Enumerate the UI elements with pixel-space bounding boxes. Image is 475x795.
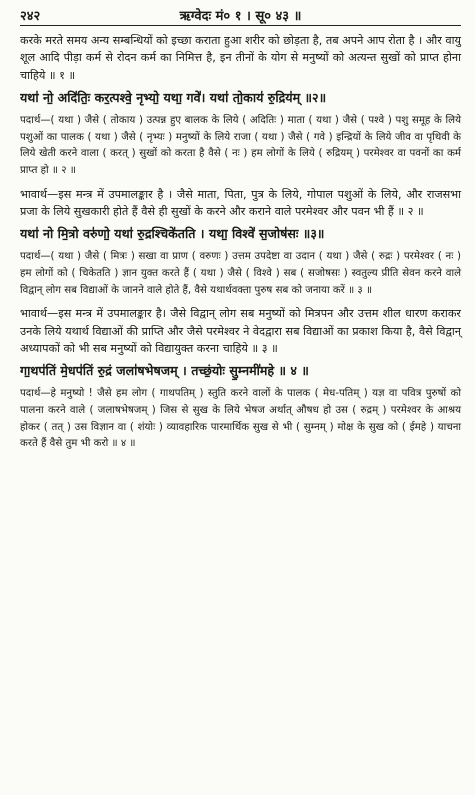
bhavartha-verse-2: भावार्थ—इस मन्त्र में उपमालङ्कार है । जैसे माता, पिता, पुत्र के लिये, गोपाल पशुओं के लिये, और राजसभा प्रजा के लिये सुखकारी होते हैं वैसे ही सुखों के करने और कराने वाले परमेश्वर और पवन भी हैं ॥ २ ॥ xyxy=(20,187,461,218)
running-title: ऋग्वेदः मं० १ । सू० ४३ ॥ xyxy=(179,9,302,24)
padartha-verse-4: पदार्थ—हे मनुष्यो ! जैसे हम लोग ( गाथपतिम् ) स्तुति करने वालों के पालक ( मेध-पतिम् ) यज्ञ वा पवित्र पुरुषों को पालना करने वाले ( जलाषभेषजम् ) जिस से सुख के लिये भेषज अर्थात् औषध हो उस ( रुद्रम् ) परमेश्वर के आश्रय होकर ( तत् ) उस विज्ञान वा ( शंयोः ) व्यावहारिक पारमार्थिक सुख से भी ( सुम्नम् ) मोक्ष के सुख को ( ईमहे ) याचना करते हैं वैसे तुम भी करो ॥ ४ ॥ xyxy=(20,388,461,450)
mantra-verse-4: गा॒थप॑तिं मे॒धप॑तिं रु॒द्रं जला॑षभेषजम् । तच्छं॒योः सु॒म्नमी॑महे ॥ ४ ॥ xyxy=(20,363,309,379)
mantra-verse-3: यथा॑ नो मि॒त्रो वरु॑णो॒ यथा॑ रु॒द्रश्चिके॑तति । यथा॒ विश्वे॑ स॒जोष॑सः ॥३॥ xyxy=(20,226,325,242)
page-header xyxy=(20,0,461,26)
mantra-verse-2: यथा॑ नो॒ अदि॑तिः॒ कर॒त्पश्वे॒ नृभ्यो॒ यथा॒ गवे॑। यथा॑ तो॒काय॑ रु॒द्रिय॑म् ॥२॥ xyxy=(20,90,327,106)
commentary-continuation: करके मरते समय अन्य सम्बन्धियों को इच्छा कराता हुआ शरीर को छोड़ता है, तब अपने आप रोता है । और वायु शूल आदि पीड़ा कर्म से रोदन कर्म का निमित्त है, इन तीनों के योग से मनुष्यों को अत्यन्त सुखों को प्राप्त होना चाहिये ॥ १ ॥ xyxy=(20,34,461,82)
page-number: २४२ xyxy=(20,9,41,24)
bhavartha-verse-3: भावार्थ—इस मन्त्र में उपमालङ्कार है। जैसे विद्वान् लोग सब मनुष्यों को मित्रपन और उत्तम शील धारण कराकर उनके लिये यथार्थ विद्याओं की प्राप्ति और जैसे परमेश्वर ने वेदद्वारा सब विद्याओं का प्रकाश किया है, वैसे विद्वान् अध्यापकों को भी सब मनुष्यों को विद्यायुक्त करना चाहिये ॥ ३ ॥ xyxy=(20,307,461,355)
padartha-verse-3: पदार्थ—( यथा ) जैसे ( मित्रः ) सखा वा प्राण ( वरुणः ) उत्तम उपदेष्टा वा उदान ( यथा ) जैसे ( रुद्रः ) परमेश्वर ( नः ) हम लोगों को ( चिकेतति ) ज्ञान युक्त करते हैं ( यथा ) जैसे ( विश्वे ) सब ( सजोषसः ) स्वतुल्य प्रीति सेवन करने वाले विद्वान् लोग सब विद्याओं के जानने वाले होते हैं, वैसे यथार्थवक्ता पुरुष सब को जनाया करें ॥ ३ ॥ xyxy=(20,251,461,296)
padartha-verse-2: पदार्थ—( यथा ) जैसे ( तोकाय ) उत्पन्न हुए बालक के लिये ( अदितिः ) माता ( यथा ) जैसे ( पश्वे ) पशु समूह के लिये पशुओं का पालक ( यथा ) जैसे ( नृभ्यः ) मनुष्यों के लिये राजा ( यथा ) जैसे ( गवे ) इन्द्रियों के लिये जीव वा पृथिवी के लिये खेती करने वाला ( करत् ) सुखों को करता है वैसे ( नः ) हम लोगों के लिये ( रुद्रियम् ) परमेश्वर वा पवनों का कर्म प्राप्त हो ॥ २ ॥ xyxy=(20,115,461,176)
